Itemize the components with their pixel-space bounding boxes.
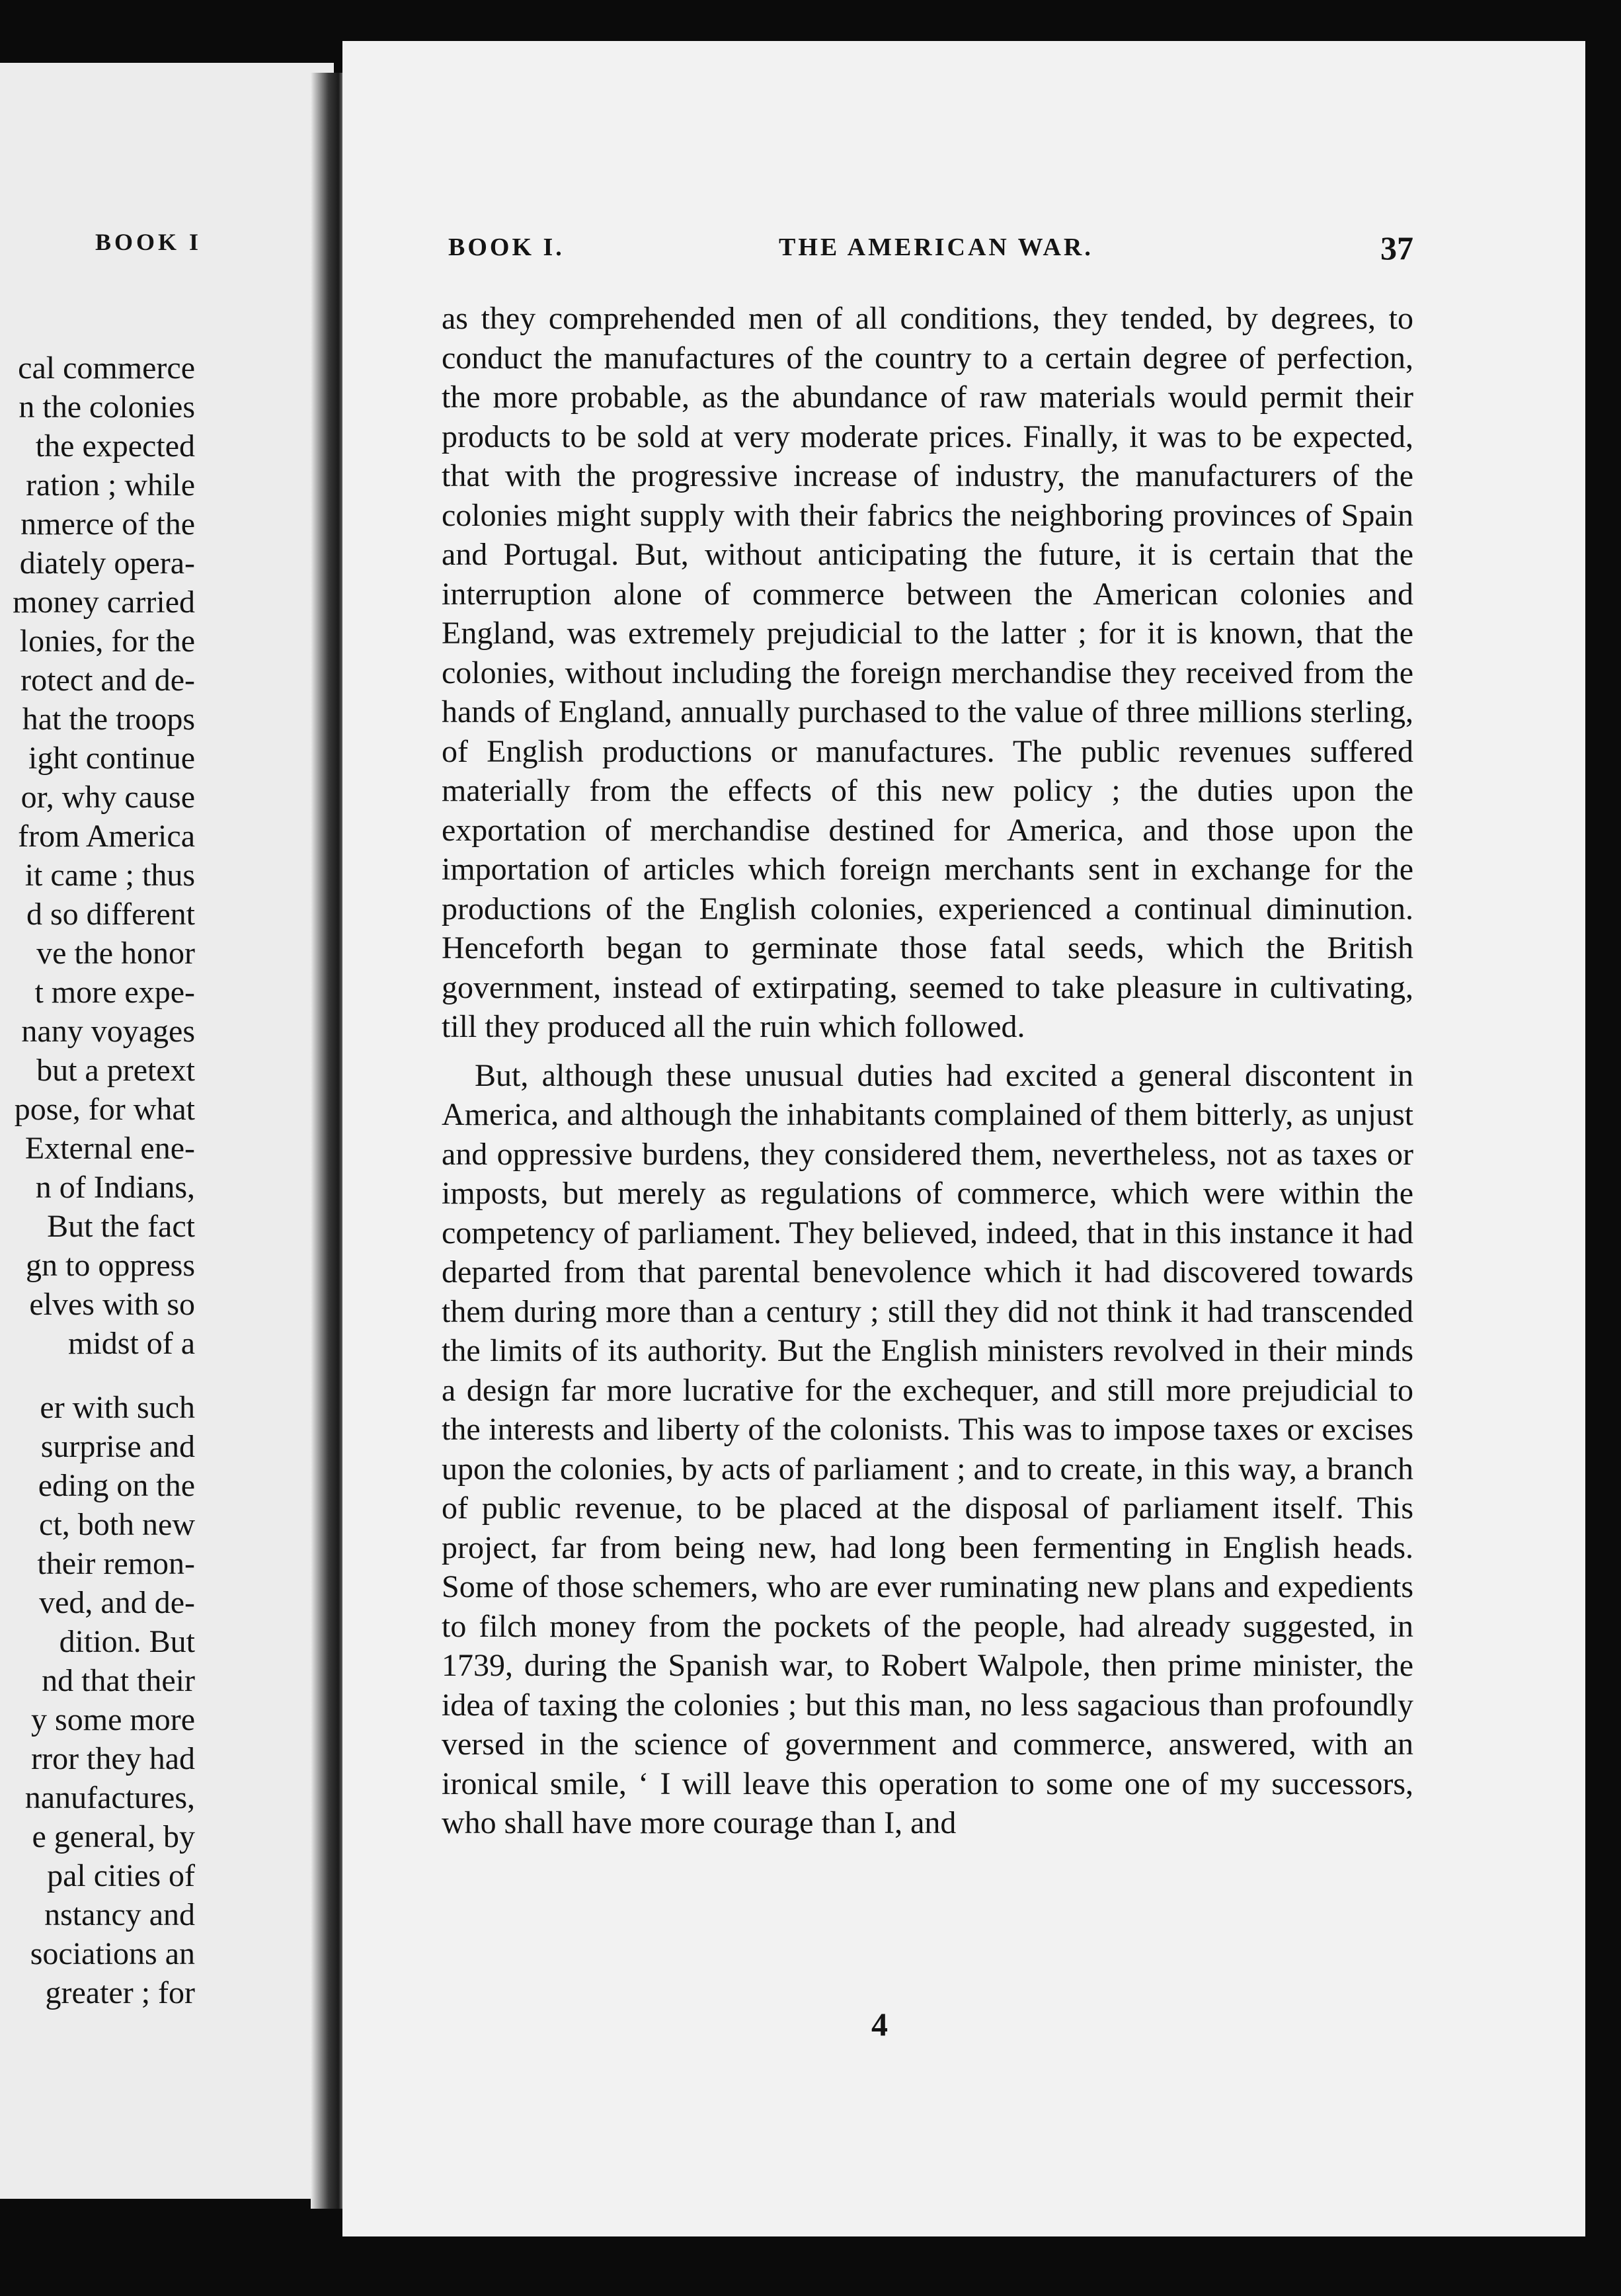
left-text-line: er with such [40,1390,195,1425]
left-text-line: elves with so [29,1287,195,1322]
left-text-line: n the colonies [19,390,195,425]
left-text-line: nany voyages [21,1014,195,1049]
left-text-line: n of Indians, [35,1170,195,1205]
left-text-line: pal cities of [47,1858,195,1893]
running-head-title: THE AMERICAN WAR. [779,233,1093,261]
left-text-line: diately opera- [19,546,195,581]
left-text-line: the expected [35,429,195,464]
left-text-line: gn to oppress [26,1248,195,1283]
left-text-line: ration ; while [26,468,195,503]
left-text-line: nd that their [42,1663,195,1698]
left-text-line: money carried [13,585,195,620]
page-number: 37 [1380,229,1413,266]
left-running-head: BOOK I [95,229,202,255]
left-text-line: pose, for what [14,1092,195,1127]
left-text-line: eding on the [38,1468,195,1503]
left-text-line: rror they had [31,1741,195,1776]
signature-mark: 4 [871,2006,888,2043]
left-text-line: from America [18,819,195,854]
left-text-line: ight continue [28,741,195,776]
left-page [0,63,334,2199]
body-text [442,299,1413,1843]
left-text-line: surprise and [40,1429,195,1464]
left-text-line: ve the honor [36,936,195,971]
left-text-line: dition. But [59,1624,195,1659]
paragraph: as they comprehended men of all conditions, they tended, by degrees, to conduct the manufactures of the country to a certain degree of perfection, the more probable, as the abundance of raw materials would permit their products to be sold at very moderate prices. Finally, it was to be expected, that with the progressive increase of industry, the manufacturers of the colonies might supply with their fabrics the neighboring provinces of Spain and Portugal. But, without anticipating the future, it is certain that the interruption alone of commerce between the American colonies and England, was extremely prejudicial to the latter ; for it is known, that the colonies, without including the foreign merchandise they received from the hands of England, annually purchased to the value of three millions sterling, of English productions or manufactures. The public revenues suffered materially from the effects of this new policy ; the duties upon the exportation of merchandise destined for America, and those upon the importation of articles which foreign merchants sent in exchange for the productions of the English colonies, experienced a continual diminution. Henceforth began to germinate those fatal seeds, which the British government, instead of extirpating, seemed to take pleasure in cultivating, till they produced all the ruin which followed. [442,301,1413,1044]
left-text-line: d so different [26,897,195,932]
left-text-line: it came ; thus [24,858,195,893]
left-text-line: nanufactures, [24,1780,195,1815]
left-text-line: hat the troops [22,702,195,737]
left-text-line: lonies, for the [19,624,195,659]
left-page-text [0,348,195,2012]
left-text-line: their remon- [37,1546,195,1581]
left-text-line: External ene- [24,1131,195,1166]
left-text-line: sociations an [30,1936,195,1971]
left-text-line: ved, and de- [39,1585,195,1620]
left-text-line: or, why cause [20,780,195,815]
left-text-line: t more expe- [34,975,195,1010]
paragraph: But, although these unusual duties had excited a general discontent in America, and although the inhabitants complained of them bitterly, as unjust and oppressive burdens, they considered them, nevertheless, not as taxes or imposts, but merely as regulations of commerce, which were within the competency of parliament. They believed, indeed, that in this instance it had departed from that parental benevolence which it had discovered towards them during more than a century ; still they did not think it had transcended the limits of its authority. But the English ministers revolved in their minds a design far more lucrative for the exchequer, and still more prejudicial to the interests and liberty of the colonists. This was to impose taxes or excises upon the colonies, by acts of parliament ; and to create, in this way, a branch of public revenue, to be placed at the disposal of parliament itself. This project, far from being new, had long been fermenting in English heads. Some of those schemers, who are ever ruminating new plans and expedients to filch money from the pockets of the people, had already suggested, in 1739, during the Spanish war, to Robert Walpole, then prime minister, the idea of taxing the colonies ; but this man, no less sagacious than profoundly versed in the science of government and commerce, answered, with an ironical smile, ‘ I will leave this operation to some one of my successors, who shall have more courage than I, and [442,1057,1413,1840]
left-text-line: ct, both new [39,1507,195,1542]
left-text-line: e general, by [32,1819,195,1854]
left-text-line: y some more [31,1702,195,1737]
left-text-line: rotect and de- [20,663,195,698]
left-text-line: but a pretext [36,1053,195,1088]
paragraph-gap [0,1363,195,1388]
right-page [342,41,1585,2236]
left-text-line: nstancy and [44,1897,195,1932]
left-text-line: midst of a [68,1326,195,1361]
running-head-book: BOOK I. [448,233,565,261]
left-text-line: But the fact [47,1209,195,1244]
left-text-line: greater ; for [45,1975,195,2010]
running-head [448,229,1413,272]
left-text-line: cal commerce [18,350,195,386]
left-text-line: nmerce of the [20,507,195,542]
